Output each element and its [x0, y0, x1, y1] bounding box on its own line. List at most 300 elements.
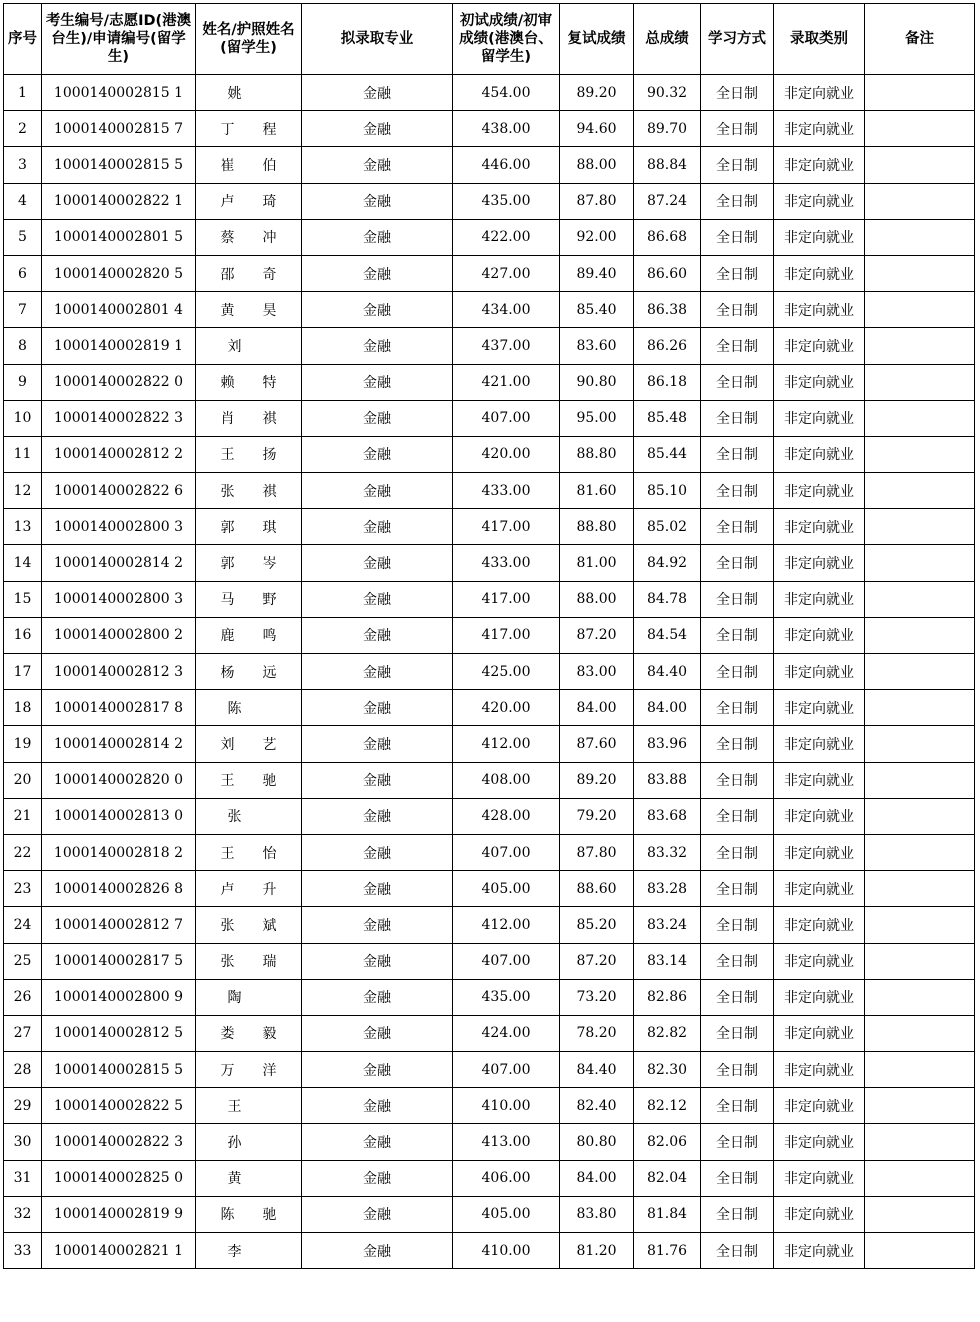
cell-major: 金融	[302, 943, 453, 979]
cell-admission-category: 非定向就业	[774, 255, 865, 291]
cell-note	[865, 871, 975, 907]
cell-admission-category: 非定向就业	[774, 798, 865, 834]
table-row	[4, 654, 975, 690]
name-surname: 娄	[220, 1026, 235, 1043]
cell-note	[865, 111, 975, 147]
cell-study-mode: 全日制	[701, 1196, 774, 1232]
cell-major: 金融	[302, 690, 453, 726]
cell-seq: 25	[4, 943, 42, 979]
name-surname: 鹿	[220, 628, 235, 645]
cell-retest-score: 94.60	[560, 111, 634, 147]
name-text	[221, 155, 277, 175]
header-admission-category: 录取类别	[774, 4, 865, 75]
cell-study-mode: 全日制	[701, 1124, 774, 1160]
cell-seq: 13	[4, 509, 42, 545]
cell-initial-score: 427.00	[453, 255, 560, 291]
cell-seq: 32	[4, 1196, 42, 1232]
name-text	[228, 1168, 270, 1188]
cell-major: 金融	[302, 509, 453, 545]
cell-name	[196, 1015, 302, 1051]
name-surname: 卢	[220, 881, 235, 898]
cell-total-score: 82.86	[634, 979, 701, 1015]
cell-candidate-id: 1000140002822 5	[42, 1088, 196, 1124]
cell-note	[865, 943, 975, 979]
cell-study-mode: 全日制	[701, 871, 774, 907]
redaction-block	[235, 734, 263, 754]
cell-initial-score: 405.00	[453, 871, 560, 907]
cell-study-mode: 全日制	[701, 1233, 774, 1269]
cell-admission-category: 非定向就业	[774, 473, 865, 509]
cell-total-score: 86.38	[634, 292, 701, 328]
cell-admission-category: 非定向就业	[774, 907, 865, 943]
cell-note	[865, 75, 975, 111]
cell-candidate-id: 1000140002817 5	[42, 943, 196, 979]
cell-candidate-id: 1000140002801 4	[42, 292, 196, 328]
redaction-block	[235, 191, 263, 211]
name-surname: 马	[220, 592, 235, 609]
name-text	[221, 119, 277, 139]
name-given-partial: 琪	[262, 519, 277, 536]
cell-admission-category: 非定向就业	[774, 75, 865, 111]
cell-major: 金融	[302, 726, 453, 762]
cell-admission-category: 非定向就业	[774, 1052, 865, 1088]
cell-note	[865, 400, 975, 436]
cell-initial-score: 420.00	[453, 436, 560, 472]
cell-admission-category: 非定向就业	[774, 436, 865, 472]
cell-retest-score: 81.60	[560, 473, 634, 509]
table-row	[4, 1088, 975, 1124]
cell-note	[865, 183, 975, 219]
cell-note	[865, 545, 975, 581]
cell-seq: 10	[4, 400, 42, 436]
cell-admission-category: 非定向就业	[774, 690, 865, 726]
name-text	[228, 806, 270, 826]
cell-seq: 26	[4, 979, 42, 1015]
name-given-partial: 琦	[262, 194, 277, 211]
cell-initial-score: 425.00	[453, 654, 560, 690]
redaction-block	[242, 336, 270, 356]
cell-admission-category: 非定向就业	[774, 979, 865, 1015]
cell-major: 金融	[302, 545, 453, 581]
redaction-block	[242, 698, 270, 718]
redaction-block	[235, 481, 263, 501]
cell-name	[196, 328, 302, 364]
cell-seq: 9	[4, 364, 42, 400]
table-row	[4, 943, 975, 979]
cell-seq: 6	[4, 255, 42, 291]
cell-initial-score: 421.00	[453, 364, 560, 400]
cell-note	[865, 292, 975, 328]
cell-major: 金融	[302, 328, 453, 364]
cell-initial-score: 417.00	[453, 581, 560, 617]
cell-seq: 29	[4, 1088, 42, 1124]
cell-seq: 17	[4, 654, 42, 690]
cell-seq: 19	[4, 726, 42, 762]
cell-retest-score: 84.40	[560, 1052, 634, 1088]
table-row	[4, 147, 975, 183]
cell-note	[865, 1088, 975, 1124]
cell-major: 金融	[302, 798, 453, 834]
cell-initial-score: 413.00	[453, 1124, 560, 1160]
cell-note	[865, 328, 975, 364]
cell-major: 金融	[302, 581, 453, 617]
cell-retest-score: 87.20	[560, 943, 634, 979]
cell-retest-score: 84.00	[560, 690, 634, 726]
cell-initial-score: 422.00	[453, 219, 560, 255]
cell-total-score: 81.84	[634, 1196, 701, 1232]
cell-study-mode: 全日制	[701, 255, 774, 291]
name-surname: 张	[220, 954, 235, 971]
cell-initial-score: 410.00	[453, 1088, 560, 1124]
cell-admission-category: 非定向就业	[774, 1233, 865, 1269]
cell-name	[196, 1052, 302, 1088]
name-surname: 姚	[227, 85, 242, 102]
cell-candidate-id: 1000140002817 8	[42, 690, 196, 726]
cell-total-score: 82.06	[634, 1124, 701, 1160]
cell-candidate-id: 1000140002801 5	[42, 219, 196, 255]
cell-candidate-id: 1000140002826 8	[42, 871, 196, 907]
cell-admission-category: 非定向就业	[774, 219, 865, 255]
cell-major: 金融	[302, 292, 453, 328]
name-given-partial: 怡	[262, 845, 277, 862]
cell-total-score: 81.76	[634, 1233, 701, 1269]
cell-admission-category: 非定向就业	[774, 328, 865, 364]
cell-initial-score: 424.00	[453, 1015, 560, 1051]
cell-seq: 16	[4, 617, 42, 653]
name-given-partial: 祺	[262, 483, 277, 500]
cell-major: 金融	[302, 1015, 453, 1051]
table-row	[4, 726, 975, 762]
cell-seq: 12	[4, 473, 42, 509]
cell-major: 金融	[302, 1124, 453, 1160]
table-row	[4, 1124, 975, 1160]
name-text	[221, 1060, 277, 1080]
name-given-partial: 驰	[262, 773, 277, 790]
table-row	[4, 473, 975, 509]
cell-major: 金融	[302, 834, 453, 870]
cell-study-mode: 全日制	[701, 979, 774, 1015]
cell-major: 金融	[302, 1088, 453, 1124]
table-row	[4, 1015, 975, 1051]
cell-admission-category: 非定向就业	[774, 654, 865, 690]
cell-study-mode: 全日制	[701, 328, 774, 364]
cell-admission-category: 非定向就业	[774, 400, 865, 436]
cell-major: 金融	[302, 75, 453, 111]
cell-admission-category: 非定向就业	[774, 509, 865, 545]
cell-seq: 2	[4, 111, 42, 147]
cell-initial-score: 410.00	[453, 1233, 560, 1269]
cell-total-score: 85.48	[634, 400, 701, 436]
cell-name	[196, 509, 302, 545]
cell-total-score: 84.54	[634, 617, 701, 653]
redaction-block	[235, 155, 263, 175]
cell-admission-category: 非定向就业	[774, 545, 865, 581]
cell-name	[196, 798, 302, 834]
redaction-block	[242, 1241, 270, 1261]
table-row	[4, 1233, 975, 1269]
cell-major: 金融	[302, 907, 453, 943]
cell-major: 金融	[302, 219, 453, 255]
cell-candidate-id: 1000140002812 2	[42, 436, 196, 472]
cell-total-score: 86.18	[634, 364, 701, 400]
cell-initial-score: 412.00	[453, 907, 560, 943]
cell-retest-score: 78.20	[560, 1015, 634, 1051]
cell-retest-score: 83.80	[560, 1196, 634, 1232]
cell-initial-score: 428.00	[453, 798, 560, 834]
cell-retest-score: 87.80	[560, 183, 634, 219]
cell-name	[196, 690, 302, 726]
table-row	[4, 545, 975, 581]
cell-study-mode: 全日制	[701, 762, 774, 798]
table-row	[4, 690, 975, 726]
name-text	[221, 625, 277, 645]
cell-total-score: 90.32	[634, 75, 701, 111]
name-given-partial: 祺	[262, 411, 277, 428]
cell-initial-score: 412.00	[453, 726, 560, 762]
cell-seq: 18	[4, 690, 42, 726]
table-row	[4, 834, 975, 870]
cell-note	[865, 798, 975, 834]
header-major: 拟录取专业	[302, 4, 453, 75]
name-text	[221, 481, 277, 501]
admission-roster-table	[3, 3, 975, 1269]
cell-major: 金融	[302, 617, 453, 653]
cell-note	[865, 1124, 975, 1160]
name-given-partial: 冲	[262, 230, 277, 247]
name-surname: 孙	[227, 1135, 242, 1152]
cell-initial-score: 446.00	[453, 147, 560, 183]
cell-total-score: 83.88	[634, 762, 701, 798]
cell-initial-score: 406.00	[453, 1160, 560, 1196]
cell-name	[196, 400, 302, 436]
cell-retest-score: 81.00	[560, 545, 634, 581]
cell-retest-score: 87.60	[560, 726, 634, 762]
redaction-block	[242, 1096, 270, 1116]
name-given-partial: 鸣	[262, 628, 277, 645]
cell-retest-score: 89.40	[560, 255, 634, 291]
cell-seq: 31	[4, 1160, 42, 1196]
name-surname: 刘	[220, 736, 235, 753]
cell-name	[196, 1088, 302, 1124]
name-given-partial: 斌	[262, 917, 277, 934]
name-surname: 王	[220, 447, 235, 464]
name-given-partial: 毅	[262, 1026, 277, 1043]
cell-candidate-id: 1000140002820 5	[42, 255, 196, 291]
header-initial-score: 初试成绩/初审成绩(港澳台、留学生)	[453, 4, 560, 75]
name-surname: 崔	[220, 157, 235, 174]
cell-candidate-id: 1000140002800 3	[42, 581, 196, 617]
cell-candidate-id: 1000140002822 0	[42, 364, 196, 400]
cell-total-score: 86.26	[634, 328, 701, 364]
name-text	[221, 553, 277, 573]
name-text	[221, 879, 277, 899]
name-surname: 刘	[227, 338, 242, 355]
table-row	[4, 871, 975, 907]
cell-total-score: 82.04	[634, 1160, 701, 1196]
cell-candidate-id: 1000140002822 6	[42, 473, 196, 509]
cell-seq: 33	[4, 1233, 42, 1269]
cell-candidate-id: 1000140002818 2	[42, 834, 196, 870]
name-surname: 陶	[227, 990, 242, 1007]
redaction-block	[235, 625, 263, 645]
cell-retest-score: 89.20	[560, 762, 634, 798]
cell-seq: 24	[4, 907, 42, 943]
cell-candidate-id: 1000140002815 5	[42, 147, 196, 183]
table-row	[4, 617, 975, 653]
name-surname: 王	[220, 773, 235, 790]
cell-candidate-id: 1000140002814 2	[42, 545, 196, 581]
name-surname: 郭	[220, 556, 235, 573]
name-text	[221, 408, 277, 428]
redaction-block	[235, 227, 263, 247]
name-given-partial: 奇	[262, 266, 277, 283]
cell-name	[196, 1233, 302, 1269]
cell-total-score: 84.00	[634, 690, 701, 726]
cell-admission-category: 非定向就业	[774, 1088, 865, 1124]
table-row	[4, 364, 975, 400]
cell-name	[196, 292, 302, 328]
cell-major: 金融	[302, 436, 453, 472]
cell-note	[865, 581, 975, 617]
name-surname: 蔡	[220, 230, 235, 247]
redaction-block	[235, 119, 263, 139]
cell-initial-score: 438.00	[453, 111, 560, 147]
cell-seq: 8	[4, 328, 42, 364]
name-surname: 杨	[220, 664, 235, 681]
redaction-block	[235, 589, 263, 609]
cell-candidate-id: 1000140002800 3	[42, 509, 196, 545]
name-text	[221, 517, 277, 537]
name-text	[228, 1241, 270, 1261]
cell-retest-score: 80.80	[560, 1124, 634, 1160]
cell-candidate-id: 1000140002819 1	[42, 328, 196, 364]
cell-study-mode: 全日制	[701, 943, 774, 979]
cell-name	[196, 834, 302, 870]
table-row	[4, 328, 975, 364]
redaction-block	[235, 300, 263, 320]
cell-retest-score: 83.60	[560, 328, 634, 364]
cell-note	[865, 762, 975, 798]
cell-seq: 21	[4, 798, 42, 834]
cell-total-score: 82.12	[634, 1088, 701, 1124]
cell-study-mode: 全日制	[701, 690, 774, 726]
cell-total-score: 85.10	[634, 473, 701, 509]
cell-initial-score: 407.00	[453, 1052, 560, 1088]
name-given-partial: 驰	[262, 1207, 277, 1224]
cell-seq: 14	[4, 545, 42, 581]
cell-name	[196, 1196, 302, 1232]
cell-candidate-id: 1000140002812 5	[42, 1015, 196, 1051]
cell-name	[196, 111, 302, 147]
cell-admission-category: 非定向就业	[774, 943, 865, 979]
cell-admission-category: 非定向就业	[774, 871, 865, 907]
redaction-block	[235, 951, 263, 971]
cell-note	[865, 726, 975, 762]
cell-candidate-id: 1000140002800 2	[42, 617, 196, 653]
name-text	[221, 1023, 277, 1043]
cell-name	[196, 545, 302, 581]
name-surname: 王	[220, 845, 235, 862]
cell-retest-score: 87.20	[560, 617, 634, 653]
cell-major: 金融	[302, 654, 453, 690]
cell-initial-score: 434.00	[453, 292, 560, 328]
cell-candidate-id: 1000140002812 7	[42, 907, 196, 943]
cell-seq: 30	[4, 1124, 42, 1160]
name-surname: 张	[220, 483, 235, 500]
table-row	[4, 219, 975, 255]
name-given-partial: 昊	[262, 302, 277, 319]
cell-total-score: 85.02	[634, 509, 701, 545]
cell-note	[865, 364, 975, 400]
redaction-block	[235, 843, 263, 863]
cell-total-score: 89.70	[634, 111, 701, 147]
redaction-block	[235, 264, 263, 284]
redaction-block	[235, 1060, 263, 1080]
cell-major: 金融	[302, 364, 453, 400]
cell-total-score: 85.44	[634, 436, 701, 472]
table-row	[4, 1196, 975, 1232]
cell-admission-category: 非定向就业	[774, 726, 865, 762]
cell-candidate-id: 1000140002822 3	[42, 400, 196, 436]
table-row	[4, 255, 975, 291]
cell-name	[196, 907, 302, 943]
name-text	[228, 1096, 270, 1116]
cell-major: 金融	[302, 1196, 453, 1232]
cell-study-mode: 全日制	[701, 1088, 774, 1124]
cell-initial-score: 435.00	[453, 979, 560, 1015]
name-given-partial: 艺	[262, 736, 277, 753]
redaction-block	[235, 1204, 263, 1224]
cell-initial-score: 435.00	[453, 183, 560, 219]
cell-admission-category: 非定向就业	[774, 581, 865, 617]
cell-total-score: 83.68	[634, 798, 701, 834]
redaction-block	[235, 770, 263, 790]
cell-admission-category: 非定向就业	[774, 364, 865, 400]
cell-seq: 4	[4, 183, 42, 219]
table-row	[4, 762, 975, 798]
cell-total-score: 87.24	[634, 183, 701, 219]
cell-retest-score: 89.20	[560, 75, 634, 111]
cell-study-mode: 全日制	[701, 75, 774, 111]
cell-total-score: 86.60	[634, 255, 701, 291]
cell-candidate-id: 1000140002815 7	[42, 111, 196, 147]
cell-admission-category: 非定向就业	[774, 1196, 865, 1232]
cell-note	[865, 255, 975, 291]
cell-note	[865, 654, 975, 690]
name-text	[221, 589, 277, 609]
cell-name	[196, 762, 302, 798]
cell-name	[196, 726, 302, 762]
table-row	[4, 183, 975, 219]
cell-note	[865, 979, 975, 1015]
cell-total-score: 83.14	[634, 943, 701, 979]
cell-major: 金融	[302, 762, 453, 798]
name-text	[221, 662, 277, 682]
redaction-block	[242, 1168, 270, 1188]
cell-name	[196, 617, 302, 653]
cell-note	[865, 1015, 975, 1051]
name-surname: 赖	[220, 375, 235, 392]
table-header	[4, 4, 975, 75]
cell-major: 金融	[302, 979, 453, 1015]
header-name: 姓名/护照姓名(留学生)	[196, 4, 302, 75]
cell-retest-score: 83.00	[560, 654, 634, 690]
cell-total-score: 83.28	[634, 871, 701, 907]
cell-total-score: 84.40	[634, 654, 701, 690]
cell-retest-score: 95.00	[560, 400, 634, 436]
cell-study-mode: 全日制	[701, 907, 774, 943]
redaction-block	[235, 517, 263, 537]
